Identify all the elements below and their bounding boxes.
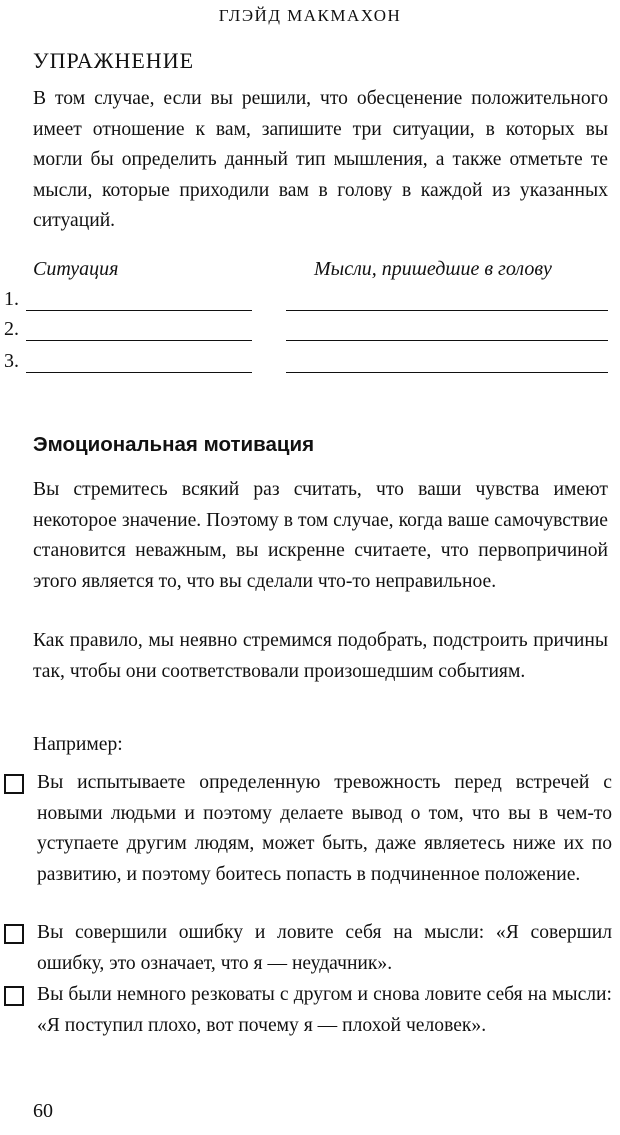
thoughts-blank-line [286, 340, 608, 341]
paragraph: Как правило, мы неявно стремимся подобрать, подстроить причины так, чтобы они соответствовали произошедшим событиям. [33, 630, 608, 682]
checkbox-bullet-icon [4, 924, 24, 944]
bullet-text: Вы испытываете определенную тревожность перед встречей с новыми людьми и поэтому делаете вывод о том, что вы в чем-то уступаете другим людям, может быть, даже являетесь ниже их по развитию, и поэтому боитесь попасть в подчиненное положение. [37, 772, 612, 885]
paragraph: Например: [33, 734, 123, 755]
table-header-situation: Ситуация [33, 258, 119, 280]
running-head: ГЛЭЙД МАКМАХОН [218, 6, 402, 25]
exercise-title: УПРАЖНЕНИЕ [33, 48, 195, 73]
page-number: 60 [33, 1100, 53, 1122]
thoughts-blank-line [286, 310, 608, 311]
bullet-text: Вы были немного резковаты с другом и снова ловите себя на мысли: «Я поступил плохо, вот почему я — плохой человек». [37, 984, 612, 1036]
section-title: Эмоциональная мотивация [33, 433, 315, 456]
row-number: 1. [4, 288, 19, 310]
exercise-text-content: В том случае, если вы решили, что обесценение положительного имеет отношение к вам, запишите три ситуации, в которых вы могли бы определить данный тип мышления, а также отметьте те мысли, которые приходили вам в голову в каждой из указанных ситуаций. [33, 88, 608, 231]
situation-blank-line [26, 310, 252, 311]
bullet-text: Вы совершили ошибку и ловите себя на мысли: «Я совершил ошибку, это означает, что я — неудачник». [37, 922, 612, 974]
paragraph: Вы стремитесь всякий раз считать, что ваши чувства имеют некоторое значение. Поэтому в том случае, когда ваше самочувствие становится неважным, вы искренне считаете, что первопричиной этого является то, что вы сделали что-то неправильное. [33, 479, 608, 592]
thoughts-blank-line [286, 372, 608, 373]
table-row [4, 318, 614, 346]
checkbox-bullet-icon [4, 986, 24, 1006]
bullet-item [4, 768, 614, 918]
table-row [4, 288, 614, 316]
row-number: 2. [4, 318, 19, 340]
situation-blank-line [26, 372, 252, 373]
table-header-thoughts: Мысли, пришедшие в голову [314, 258, 552, 280]
situation-blank-line [26, 340, 252, 341]
row-number: 3. [4, 350, 19, 372]
bullet-item [4, 918, 614, 980]
checkbox-bullet-icon [4, 774, 24, 794]
bullet-item [4, 980, 614, 1042]
exercise-text [33, 84, 608, 237]
table-row [4, 350, 614, 378]
